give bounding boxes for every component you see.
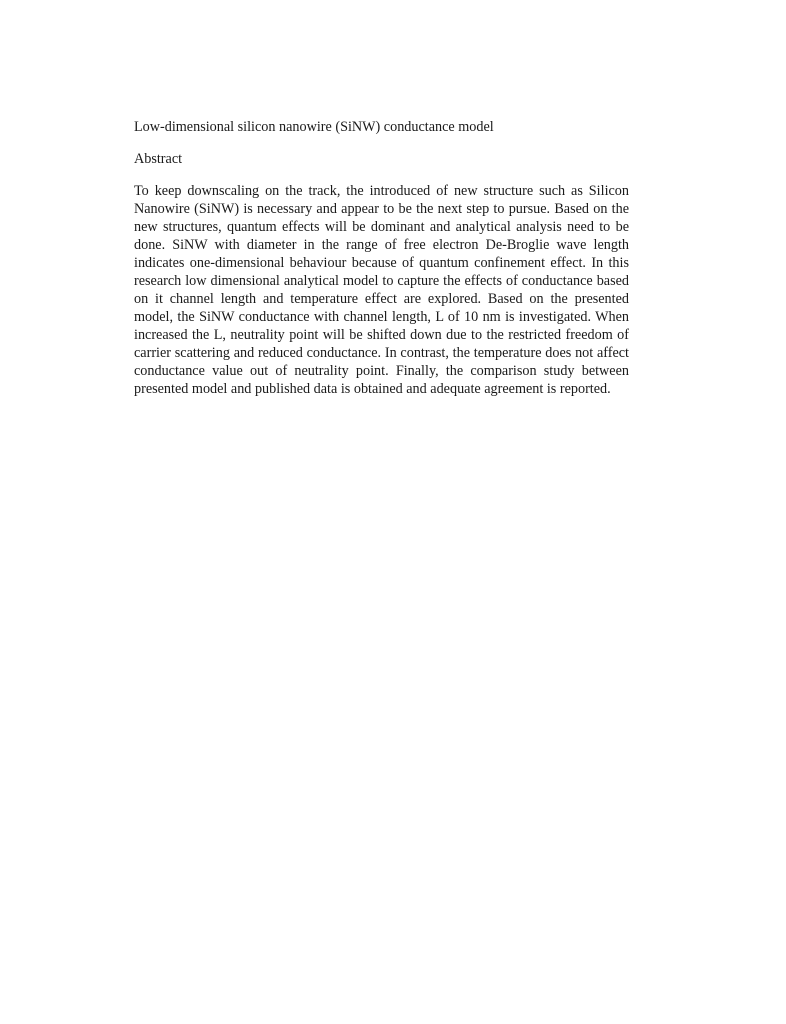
paper-title: Low-dimensional silicon nanowire (SiNW) conductance model [134,119,494,135]
abstract-body: To keep downscaling on the track, the introduced of new structure such as Silicon Nanowire (SiNW) is necessary and appear to be the next step to pursue. Based on the new structures, quantum effects will be dominant and analytical analysis need to be done. SiNW with diameter in the range of free electron De-Broglie wave length indicates one-dimensional behaviour because of quantum confinement effect. In this research low dimensional analytical model to capture the effects of conductance based on it channel length and temperature effect are explored. Based on the presented model, the SiNW conductance with channel length, L of 10 nm is investigated. When increased the L, neutrality point will be shifted down due to the restricted freedom of carrier scattering and reduced conductance. In contrast, the temperature does not affect conductance value out of neutrality point. Finally, the comparison study between presented model and published data is obtained and adequate agreement is reported. [134,183,629,397]
paper-content [134,118,629,398]
abstract-heading: Abstract [134,151,183,167]
